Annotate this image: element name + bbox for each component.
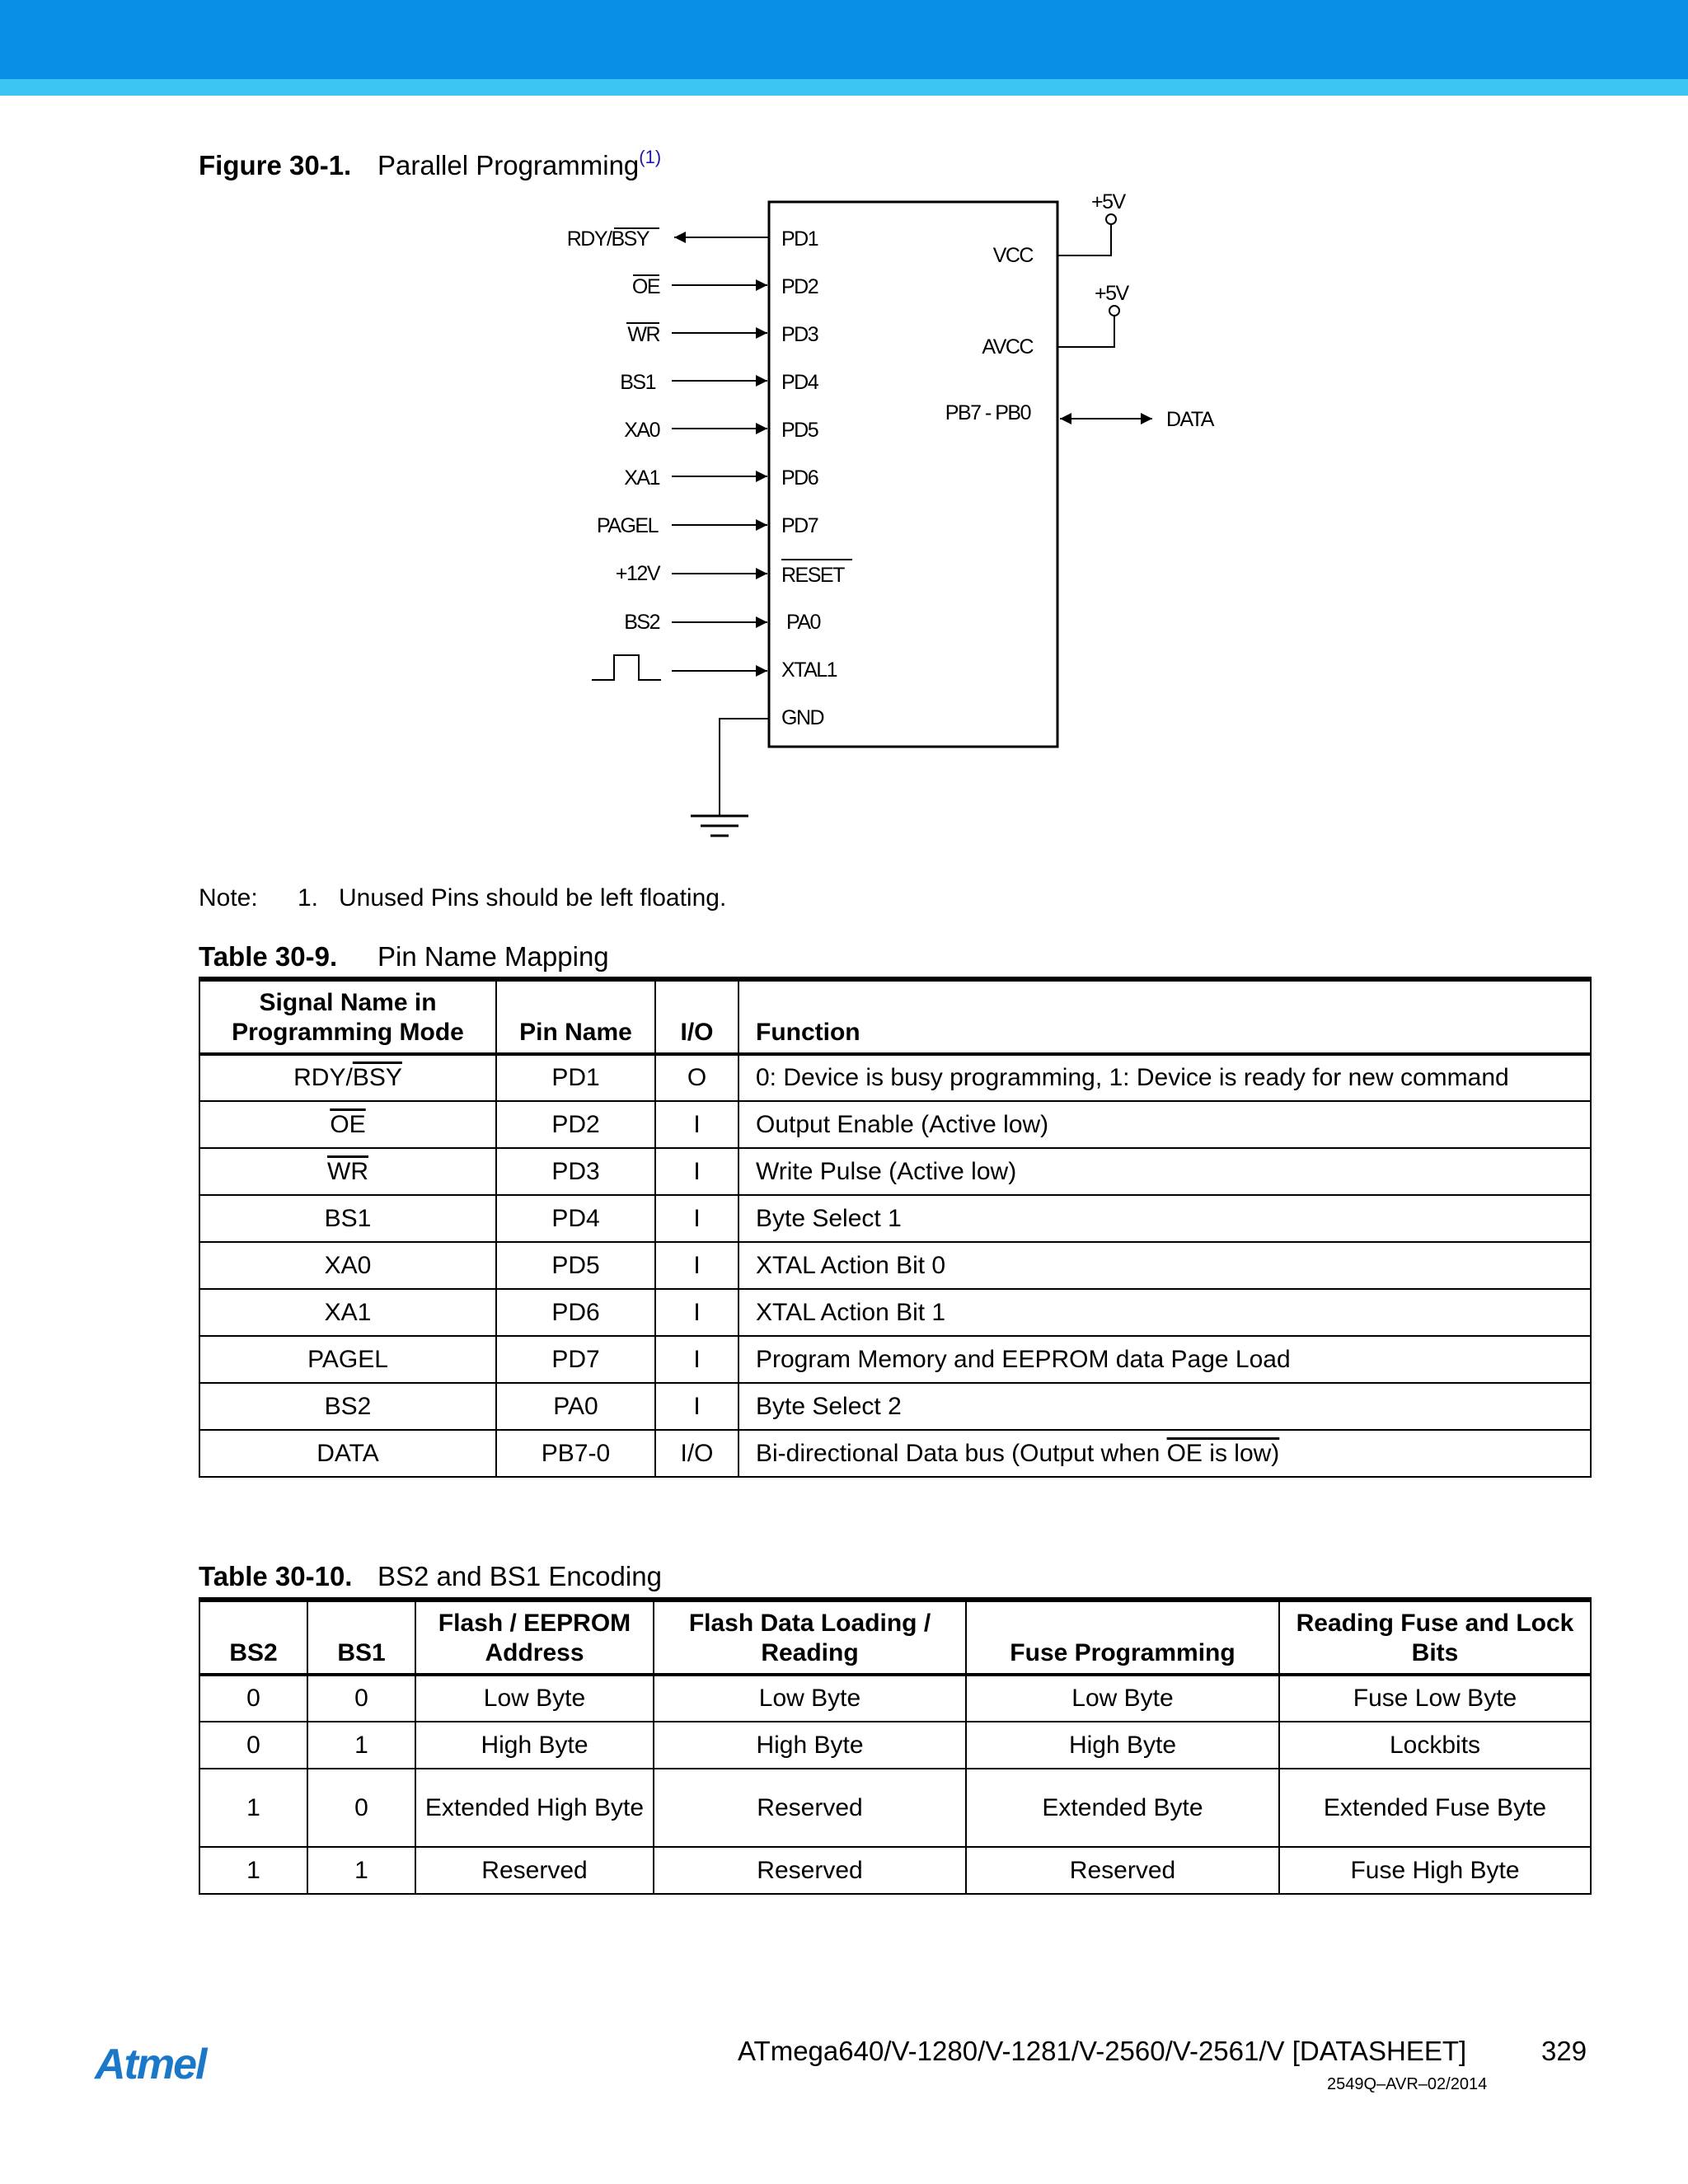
table-row	[199, 1430, 1591, 1477]
supply-5v-vcc: +5V	[1091, 190, 1125, 213]
table-cell: 1	[307, 1722, 415, 1769]
ground-wire	[720, 719, 769, 816]
table-title: Pin Name Mapping	[377, 941, 609, 972]
figure-number: Figure 30-1.	[199, 150, 352, 180]
document-code: 2549Q–AVR–02/2014	[1327, 2075, 1488, 2093]
column-header: Fuse Programming	[966, 1600, 1279, 1675]
table-header-row	[199, 979, 1591, 1054]
table-row	[199, 1383, 1591, 1430]
table-row	[199, 1769, 1591, 1847]
clock-pulse-icon	[592, 655, 661, 680]
table-cell: Write Pulse (Active low)	[738, 1148, 1591, 1195]
table-cell: PD2	[496, 1101, 655, 1148]
pin-pd5: PD5	[781, 419, 818, 442]
table-header-row	[199, 1600, 1591, 1675]
note-number: 1.	[298, 884, 319, 912]
table-cell: I/O	[655, 1430, 738, 1477]
pin-xtal1: XTAL1	[781, 658, 837, 682]
column-header: BS1	[307, 1600, 415, 1675]
signal-bs1: BS1	[620, 371, 655, 394]
vcc-wire	[1057, 224, 1111, 255]
figure-caption	[199, 147, 661, 181]
table-cell: Reserved	[654, 1847, 966, 1894]
table-cell: PA0	[496, 1383, 655, 1430]
table-row	[199, 1054, 1591, 1101]
table-cell: Extended High Byte	[415, 1769, 654, 1847]
table-cell: O	[655, 1054, 738, 1101]
table-cell: Output Enable (Active low)	[738, 1101, 1591, 1148]
signal-rdy-bsy: RDY/BSY	[566, 227, 649, 251]
table-cell: $\overline{OE}$	[199, 1101, 496, 1148]
pin-vcc: VCC	[992, 244, 1033, 267]
footer-document-title: ATmega640/V-1280/V-1281/V-2560/V-2561/V [DATASHEET]	[738, 2036, 1467, 2066]
table-cell: BS2	[199, 1383, 496, 1430]
table-cell: Low Byte	[966, 1675, 1279, 1722]
table-cell: High Byte	[966, 1722, 1279, 1769]
table-cell: I	[655, 1195, 738, 1242]
pin-pd1: PD1	[781, 227, 818, 251]
table-cell: Low Byte	[654, 1675, 966, 1722]
table-cell: RDY/$\overline{BSY}$	[199, 1054, 496, 1101]
supply-terminal-icon	[1109, 306, 1119, 316]
signal-12v: +12V	[615, 562, 659, 585]
note-label: Note:	[199, 884, 258, 912]
pin-pd7: PD7	[781, 514, 818, 537]
table-cell: 0	[199, 1675, 307, 1722]
table-row	[199, 1722, 1591, 1769]
figure-note	[199, 884, 726, 912]
pin-avcc: AVCC	[982, 335, 1033, 359]
note-text: Unused Pins should be left floating.	[339, 884, 727, 912]
table-cell: I	[655, 1242, 738, 1289]
table-cell: 1	[307, 1847, 415, 1894]
table-cell: 1	[199, 1769, 307, 1847]
avcc-wire	[1057, 316, 1114, 347]
page-number: 329	[1541, 2036, 1587, 2066]
table-cell: PD5	[496, 1242, 655, 1289]
table-cell: PD7	[496, 1336, 655, 1383]
header-stripe	[0, 79, 1688, 96]
table-cell: DATA	[199, 1430, 496, 1477]
table-row	[199, 1289, 1591, 1336]
atmel-logo: Atmel	[95, 2041, 206, 2088]
table-cell: PD1	[496, 1054, 655, 1101]
header-banner	[0, 0, 1688, 79]
table-cell: PB7-0	[496, 1430, 655, 1477]
table-cell: PD3	[496, 1148, 655, 1195]
table-cell: I	[655, 1101, 738, 1148]
table-cell: Extended Byte	[966, 1769, 1279, 1847]
table-cell: XA1	[199, 1289, 496, 1336]
table-30-10-caption	[199, 1561, 662, 1592]
table-cell: BS1	[199, 1195, 496, 1242]
column-header: Flash Data Loading / Reading	[654, 1600, 966, 1675]
pin-pd6: PD6	[781, 466, 818, 490]
column-header: BS2	[199, 1600, 307, 1675]
parallel-programming-diagram	[0, 181, 1688, 857]
table-cell: I	[655, 1148, 738, 1195]
table-cell: PAGEL	[199, 1336, 496, 1383]
table-cell: I	[655, 1289, 738, 1336]
table-cell: Fuse High Byte	[1279, 1847, 1591, 1894]
table-row	[199, 1675, 1591, 1722]
table-cell: Reserved	[966, 1847, 1279, 1894]
table-cell: Reserved	[654, 1769, 966, 1847]
table-cell: 0	[307, 1675, 415, 1722]
table-number: Table 30-10.	[199, 1561, 353, 1591]
pin-pd4: PD4	[781, 371, 818, 394]
figure-title: Parallel Programming	[377, 150, 640, 180]
signal-xa0: XA0	[624, 419, 659, 442]
table-cell: 0	[307, 1769, 415, 1847]
pin-pd2: PD2	[781, 275, 818, 298]
signal-bs2: BS2	[624, 611, 659, 634]
bs2-bs1-encoding-table	[199, 1597, 1592, 1895]
ground-icon	[691, 816, 748, 836]
table-cell: Bi-directional Data bus (Output when OE is low)	[738, 1430, 1591, 1477]
table-cell: Lockbits	[1279, 1722, 1591, 1769]
supply-5v-avcc: +5V	[1095, 282, 1128, 305]
table-cell: Reserved	[415, 1847, 654, 1894]
pin-pd3: PD3	[781, 323, 818, 346]
table-title: BS2 and BS1 Encoding	[377, 1561, 662, 1591]
signal-wr: WR	[627, 323, 659, 346]
table-row	[199, 1101, 1591, 1148]
table-cell: Extended Fuse Byte	[1279, 1769, 1591, 1847]
signal-xa1: XA1	[624, 466, 659, 490]
table-cell: Low Byte	[415, 1675, 654, 1722]
table-cell: Program Memory and EEPROM data Page Load	[738, 1336, 1591, 1383]
column-header: I/O	[655, 979, 738, 1054]
data-label: DATA	[1166, 408, 1213, 431]
table-cell: High Byte	[415, 1722, 654, 1769]
table-30-9-caption	[199, 941, 609, 972]
column-header: Function	[738, 979, 1591, 1054]
table-cell: I	[655, 1383, 738, 1430]
table-row	[199, 1336, 1591, 1383]
pin-pa0: PA0	[786, 611, 820, 634]
table-number: Table 30-9.	[199, 941, 338, 972]
column-header: Flash / EEPROM Address	[415, 1600, 654, 1675]
table-cell: XTAL Action Bit 1	[738, 1289, 1591, 1336]
table-cell: 0: Device is busy programming, 1: Device is ready for new command	[738, 1054, 1591, 1101]
table-row	[199, 1148, 1591, 1195]
table-cell: PD4	[496, 1195, 655, 1242]
table-cell: 0	[199, 1722, 307, 1769]
table-cell: Byte Select 2	[738, 1383, 1591, 1430]
signal-oe: OE	[631, 275, 659, 298]
table-cell: $\overline{WR}$	[199, 1148, 496, 1195]
supply-terminal-icon	[1106, 214, 1116, 224]
table-cell: PD6	[496, 1289, 655, 1336]
pin-reset: RESET	[781, 564, 844, 587]
table-row	[199, 1242, 1591, 1289]
table-cell: XA0	[199, 1242, 496, 1289]
column-header: Signal Name in Programming Mode	[199, 979, 496, 1054]
table-row	[199, 1847, 1591, 1894]
table-row	[199, 1195, 1591, 1242]
table-cell: Byte Select 1	[738, 1195, 1591, 1242]
table-cell: High Byte	[654, 1722, 966, 1769]
pin-pb7-pb0: PB7 - PB0	[945, 401, 1030, 424]
table-cell: Fuse Low Byte	[1279, 1675, 1591, 1722]
pin-gnd: GND	[781, 706, 824, 729]
column-header: Reading Fuse and Lock Bits	[1279, 1600, 1591, 1675]
pin-name-mapping-table	[199, 977, 1592, 1478]
table-cell: XTAL Action Bit 0	[738, 1242, 1591, 1289]
table-cell: 1	[199, 1847, 307, 1894]
table-cell: I	[655, 1336, 738, 1383]
column-header: Pin Name	[496, 979, 655, 1054]
signal-pagel: PAGEL	[596, 514, 658, 537]
footnote-link[interactable]: (1)	[639, 147, 662, 167]
